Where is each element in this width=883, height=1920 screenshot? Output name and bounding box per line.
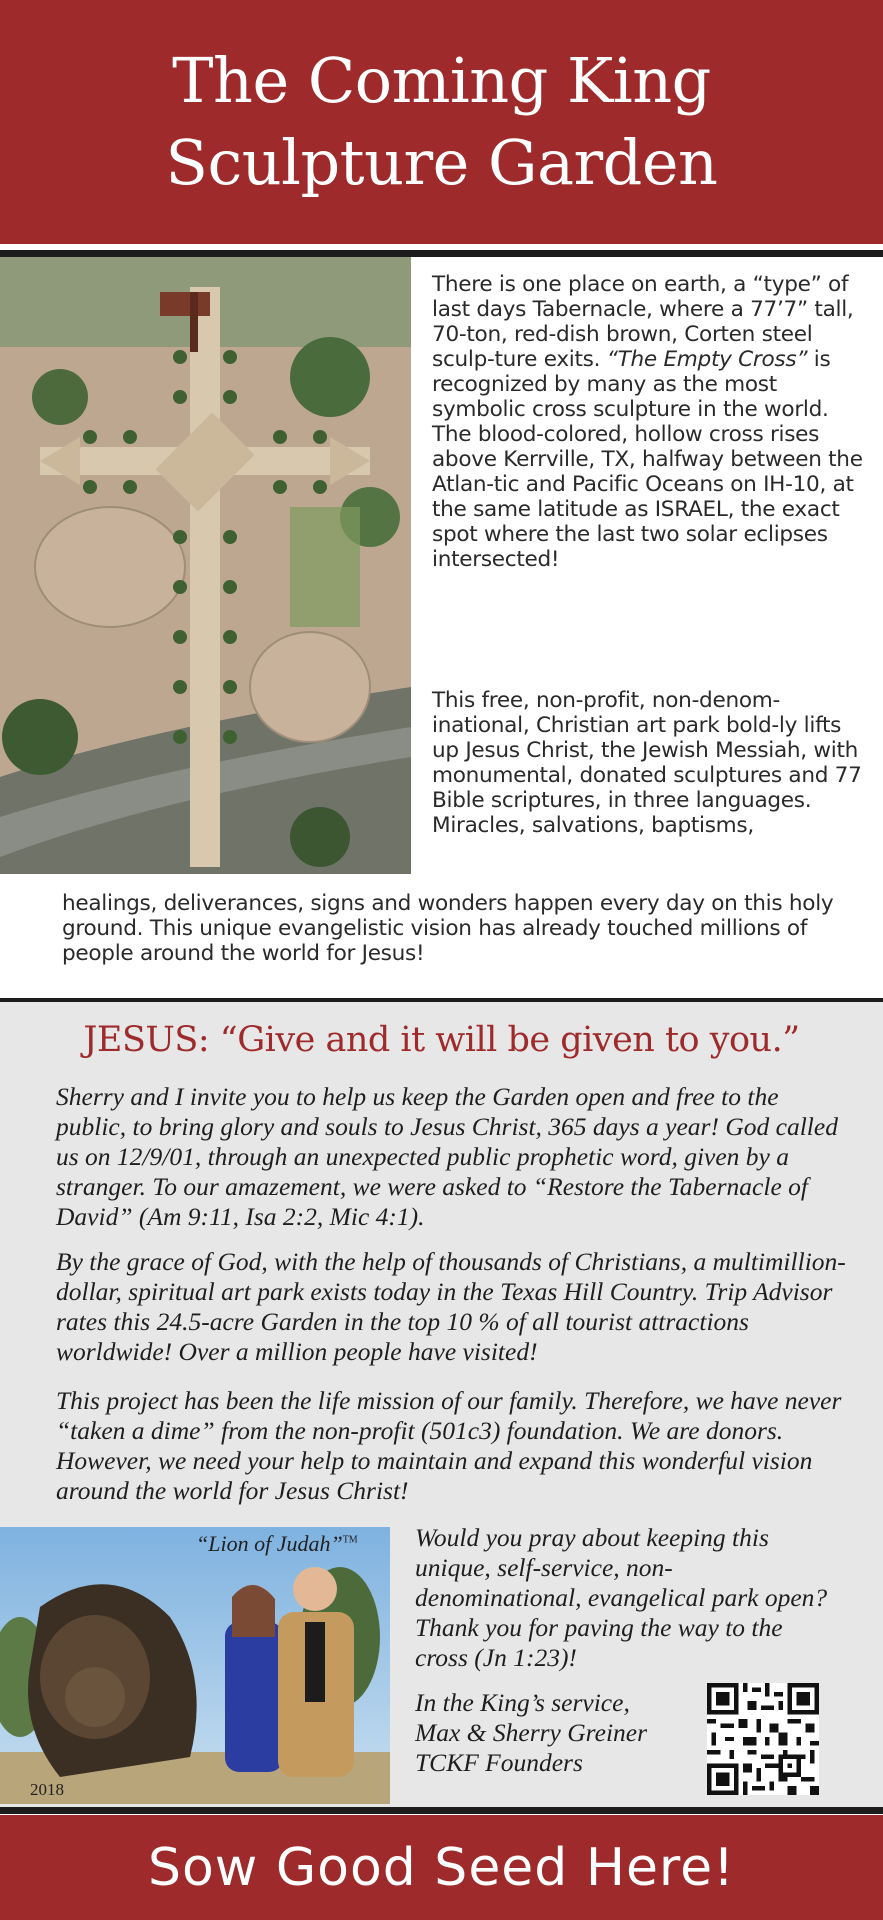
- appeal-paragraph-3: This project has been the life mission of our family. Therefore, we have never “taken a dime” from the non-profit (501c3) foundation. We are donors. However, we need your help to maintain and expand this wonderful vision around the world for Jesus Christ!: [56, 1386, 842, 1505]
- intro-paragraph-2-continued: healings, deliverances, signs and wonders happen every day on this holy ground. This unique evangelistic vision has already touched millions of people around the world for Jesus!: [62, 891, 834, 966]
- page-title-line-1: The Coming King: [172, 44, 711, 117]
- photo-year: 2018: [30, 1780, 64, 1799]
- appeal-paragraph-2: By the grace of God, with the help of thousands of Christians, a multimillion-dollar, spiritual art park exists today in the Texas Hill Country. Trip Advisor rates this 24.5-acre Garden in the top 10 % of all tourist attractions worldwide! Over a million people have visited!: [56, 1247, 846, 1366]
- bottom-divider: [0, 1807, 883, 1814]
- top-divider: [0, 250, 883, 257]
- intro-paragraph-1: [432, 272, 872, 584]
- photo-caption-text: “Lion of Judah”: [196, 1531, 343, 1556]
- jesus-quote-heading: JESUS: “Give and it will be given to you.”: [83, 1020, 800, 1060]
- footer-call-to-action: Sow Good Seed Here!: [147, 1837, 736, 1898]
- signature-line-1: In the King’s service,: [415, 1688, 630, 1717]
- signature-title: TCKF Founders: [415, 1748, 583, 1777]
- intro-paragraph-2: This free, non-profit, non-denom-inational, Christian art park bold-ly lifts up Jesus Christ, the Jewish Messiah, with monumental, donated sculptures and 77 Bible scriptures, in three languages. Miracles, salvations, baptisms,: [432, 688, 862, 838]
- appeal-paragraph-4: Would you pray about keeping this unique, self-service, non-denominational, evangelical park open? Thank you for paving the way to the cross (Jn 1:23)!: [415, 1523, 828, 1672]
- footer-banner: [0, 1815, 883, 1920]
- page-title-line-2: Sculpture Garden: [165, 126, 718, 199]
- intro-text-a: There is one place on earth, a “type” of last days Tabernacle, where a 77’7” tall, 70-ton, red-dish brown, Corten steel sculp-ture exits.: [432, 272, 854, 372]
- signature-names: Max & Sherry Greiner: [415, 1718, 648, 1747]
- trademark-mark: TM: [342, 1534, 358, 1546]
- empty-cross-title: “The Empty Cross”: [606, 347, 808, 372]
- photo-caption: [196, 1531, 358, 1557]
- qr-code[interactable]: [707, 1683, 819, 1795]
- aerial-garden-photo: [0, 257, 411, 874]
- signature-block: [415, 1688, 647, 1778]
- lion-of-judah-photo: [0, 1527, 390, 1804]
- intro-text-b: is recognized by many as the most symbolic cross sculpture in the world. The blood-colored, hollow cross rises above Kerrville, TX, halfway between the Atlan-tic and Pacific Oceans on IH-10, at the same latitude as ISRAEL, the exact spot where the last two solar eclipses intersected!: [432, 347, 863, 572]
- header-banner: [0, 0, 883, 244]
- appeal-paragraph-1: Sherry and I invite you to help us keep the Garden open and free to the public, to bring glory and souls to Jesus Christ, 365 days a year! God called us on 12/9/01, through an unexpected public prophetic word, given by a stranger. To our amazement, we were asked to “Restore the Tabernacle of David” (Am 9:11, Isa 2:2, Mic 4:1).: [56, 1082, 838, 1231]
